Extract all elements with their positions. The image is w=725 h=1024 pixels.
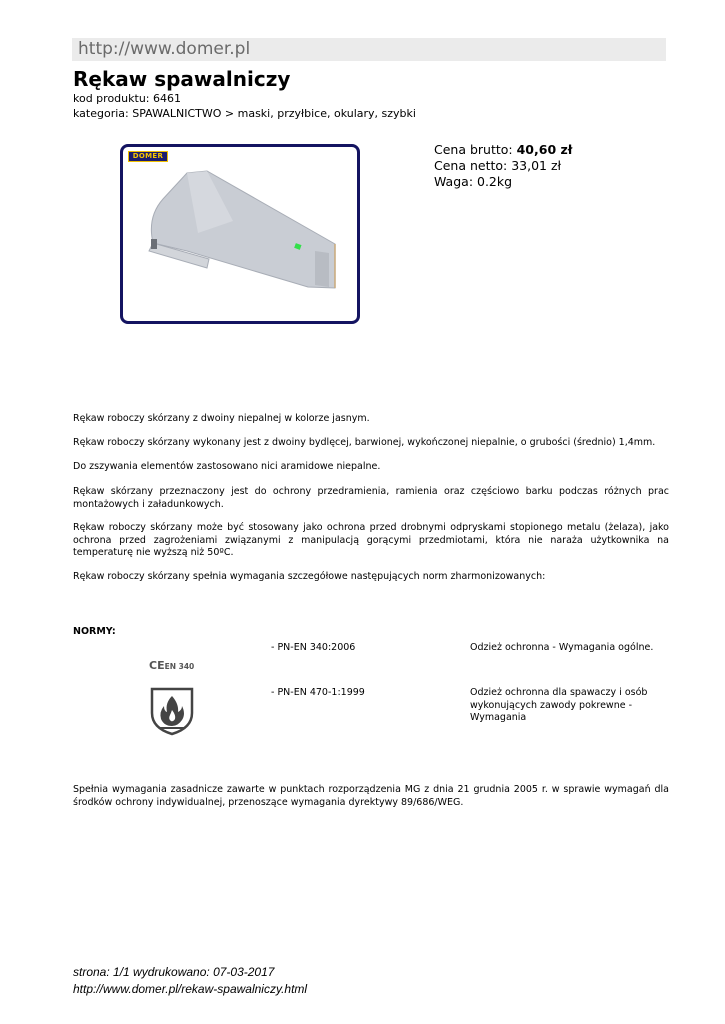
norm-code: - PN-EN 470-1:1999 [271, 687, 365, 698]
flame-shield-icon [149, 686, 195, 736]
site-url-header: http://www.domer.pl [72, 38, 666, 61]
norm-code: - PN-EN 340:2006 [271, 642, 356, 653]
footer-page-info: strona: 1/1 wydrukowano: 07-03-2017 [73, 965, 275, 979]
gross-price-label: Cena brutto: [434, 142, 517, 157]
norm-description: Odzież ochronna - Wymagania ogólne. [470, 642, 654, 653]
norm-description: Odzież ochronna dla spawaczy i osób wykonujących zawody pokrewne - Wymagania [470, 687, 648, 723]
description-paragraph: Rękaw roboczy skórzany wykonany jest z dwoiny bydlęcej, barwionej, wykończonej niepalnie, o grubości (średnio) 1,4mm. [73, 437, 656, 448]
ce-en340-icon [149, 654, 195, 672]
gross-price [434, 142, 572, 158]
closing-paragraph: Spełnia wymagania zasadnicze zawarte w punktach rozporządzenia MG z dnia 21 grudnia 2005 r. w sprawie wymagań dla środków ochrony indywidualnej, przenoszące wymagania dyrektywy 89/686/WEG. [73, 784, 669, 808]
description-paragraph: Rękaw roboczy skórzany z dwoiny niepalnej w kolorze jasnym. [73, 413, 370, 424]
product-category: kategoria: SPAWALNICTWO > maski, przyłbice, okulary, szybki [73, 107, 416, 120]
sleeve-illustration [123, 147, 357, 321]
product-code: kod produktu: 6461 [73, 92, 181, 105]
gross-price-value: 40,60 zł [516, 142, 573, 157]
description-paragraph: Rękaw skórzany przeznaczony jest do ochrony przedramienia, ramienia oraz częściowo barku podczas różnych prac montażowych i załadunkowych. [73, 486, 669, 510]
ce-mark: CE [149, 659, 165, 672]
net-price: Cena netto: 33,01 zł [434, 158, 562, 173]
domer-logo: DOMER [128, 151, 168, 162]
norms-heading: NORMY: [73, 626, 116, 637]
footer-url: http://www.domer.pl/rekaw-spawalniczy.html [73, 982, 308, 996]
weight: Waga: 0.2kg [434, 174, 513, 189]
product-title: Rękaw spawalniczy [73, 67, 291, 91]
product-image [120, 144, 360, 324]
description-paragraph: Rękaw roboczy skórzany spełnia wymagania szczegółowe następujących norm zharmonizowanych: [73, 571, 546, 582]
ce-en-code: EN 340 [164, 662, 195, 671]
description-paragraph: Rękaw roboczy skórzany może być stosowany jako ochrona przed drobnymi odpryskami stopionego metalu (żelaza), jako ochrona przed zagrożeniami związanymi z manipulacją gorącymi przedmiotami, która nie naraża użytkownika na temperaturę nie wyższą niż 50ºC. [73, 522, 669, 558]
price-block [434, 142, 572, 190]
description-paragraph: Do zszywania elementów zastosowano nici aramidowe niepalne. [73, 461, 381, 472]
